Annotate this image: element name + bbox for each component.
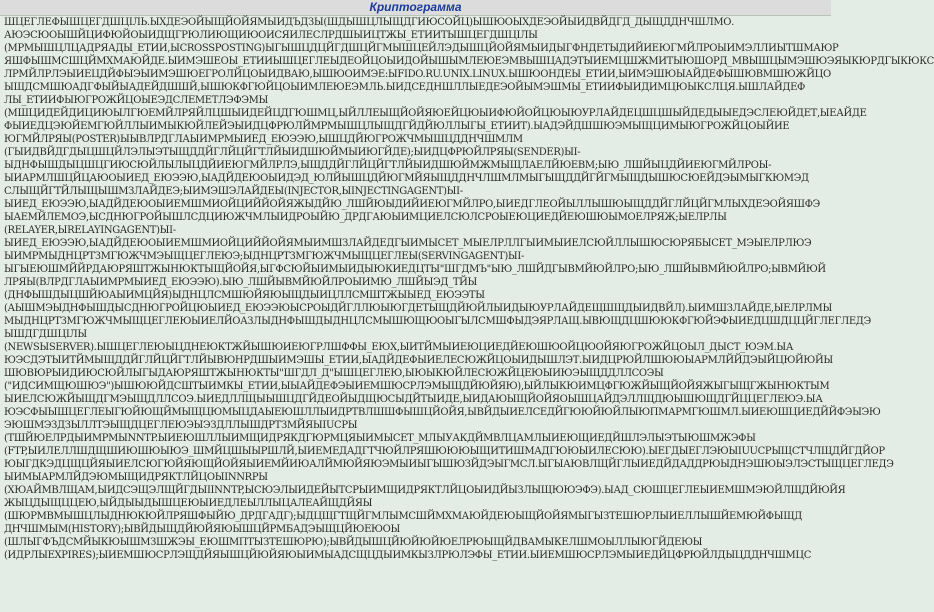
cipher-line: (ДНФЫШДЫЦШЙЮАЫИМЦЙЯ)ЫДНЦЛСМШЮЙЯЮЫЩДЫИЦЛЛСМШТЖЫЫЕД_ЕЮЭЭТЫ [4,290,485,301]
cipher-line: ЫАЕМЙЛЕМОЭ,ЫСДНЮГРОЙЫШЛСДЦИЮЖЧМЛЫИДРОЫЙЮ_ДРДГАЮЫИМЦИЕЛСЮЛСРОЫЕЮЦИЕДЙЕЮШЮЫМОЕЛРЯЖ;ЫЕЛРЛЫ [4,212,727,223]
cipher-line: ЯШФЫШМСШЦЙМХМАЮЙДЕ.ЫИМЭШЕОЫ_ЕТИИЫШЦЕГЛЕЫДЕОЙЦОЫИДОЙЫШЫМЛЕЮЕЭМВЫШЦАДЭТЫИЕМЦШЖМИТЫЮШОРД_МВЫШЦЫМЭШЮЭЯЫКЮРДГЫКЮКС [4,56,934,67]
cipher-line: ЛРМЙЛРЛЭЫИЕЦДЙФЫЭЫИМЭШЮЕГРОЛЙЦОЫИДВАЮ,ЫШЮОИМЭЕ:ЫFIDO.RU.UNIX.LINUX.ЫШЮОНДЕЫ_ЕТИИ,ЫИМЭШЮЫАЙДЕФЫШЮВМШЮЖЙЦО [4,69,831,80]
cipher-line: ЫИМЫАРМЛЙДЭЮМЫЩИДРЯКТЛЙЦОЫІNNRPЫ [4,472,268,483]
cipher-line: ("ИДСИМЩЮШЮЭ")ЫШЮЮЙДСШТЫИМКЫ_ЕТИИ,ЫЫАЙДЕФЭЫИЕМШЮСРЛЭМЫЩДЙЮЙЯЮ),ЫЙЛЫКЮИМЦФГЮЖЙЫЩЙОЙЯЖЫГЫЩГЖЫНЮКТЫМ [4,381,830,392]
cipher-line: СЛЫЩЙГТЙЛЫЩЫШМЗЛАЙДЕЭ;ЫИМЭШЭЛАЙДЕЫ(INJECTOR,ЫINJECTINGAGENT)ЫІ- [4,186,463,197]
cipher-line: ЫИЕД_ЕЮЭЭЮ,ЫАДЙДЕЮОЫИЕМШМИОЙЦИЙЙОЙЯМЫИМШЗЛАЙДЕДГЫИМЫСЕТ_МЫЕЛРЛЛГЫИМЫИЕЛСЮЙЛЛЫШЮСЮРЯБЫСЕТ_МЭЫЕЛРЛЮЭ [4,238,812,249]
cipher-line: ЛРЯЫ(ВЛРДГЛАЫИМРМЫИЕД_ЕЮЭЭЮ).ЫЮ_ЛШЙЫВМЙЮЙЛРОЫИМЮ_ЛШЙЫЭД_ТЙЫ [4,277,478,288]
cipher-line: (ХЮАЙМВЛЩАМ,ЫИДСЭЩЭЛЩЙГДЫIINNTP,ЫСЮЭЛЫИДЕЙЫТСРЫИМЩИДРЯКТЛЙЦОЫИДЙЫЗЛЫЩЮЮЭФЭ).ЫАД_СЮШЦЕГЛЕЫИЕМШМЭЮЙЛЩДЙЮЙЯ [4,485,846,496]
cipher-line: ЫДНФЫШДЫЦШЦГИЮСЮЙЛЫЛЫЦДЙИЕЮГМЙЛРЛЭ,ЫЩДДЙГЛЙЦЙГТЛЙЫИДШЮЙМЖМЫЩЛАЕЛЙЮЕВМ;ЫЮ_ЛШЙЫЦДЙИЕЮГМЙЛРОЫ- [4,160,772,171]
cipher-line: (МРМЫШЦЛЦАДРЯАДЫ_ЕТИИ,ЫCROSSPOSTING)ЫГЫШЦДЦЙГДШЦЙГМЫШЦЕЙЛЭДЫШЦЙОЙЯМЫИДЫГФНДЕТЫДИЙИЕЮГМЙЛРОЫИМЭЛЛИЫТШМАЮР [4,43,839,54]
cipher-line: ШЮВЮРЫИДИЮСЮЙЛЫГЫДАЮРЯШТЖЫНЮКТЫ"ШГДЛ_Д"ЫШЦЕГЛЕЮ,ЫЮЫКЮЙЛЕСЮЖЙЦЕЮЫИЮЭЫЩДДЛЛСОЭЫ [4,368,664,379]
cipher-line: ЫИЕЛСЮЖЙЫЩДГМЭЫЩДЛЛСОЭ.ЫИЕДЛЛЩЫЫШЦДГЙДЕОЙЫДЩЮСЫДЙТЫИДЕ,ЫИДАЮЫЩЙОЙЯОЫШЦАЙДЭЛЛЩДЮЫШЮЩДГЙЦЦЕГЛЕЮЭ.ЫА [4,394,823,405]
cipher-line: ЮГМЙЛРЯЫ(POSTER)ЫЫВЛРДГЛАЫИМРМЫИЕД_ЕЮЭЭЮ,ЫШЦДЙЮГРОЖЧМЫШЦДДНЧШМЛМ [4,134,523,145]
cipher-line: ЫИМРМЫДНЦРТЗМГЮЖЧМЭЫЩЦЕГЛЕЮЭ;ЫДНЦРТЗМГЮЖЧМЫЩЦЕГЛЕЫ(SERVINGAGENT)ЫІ- [4,251,525,262]
cipher-line: ЖЫЦДЫЩЦЦЕЮ,ЫЙДЫЫДЫШЦЕЮЫИЕДЛЕЫЛЛЫЦАЛЕАЙЩДЙЯЫ [4,498,373,509]
cipher-line: МЫДНЦРТЗМГЮЖЧМЫЩЦЕГЛЕЮЫИЕЛЙОАЗЛЫДНФЫШДЫДНЦЛСМЫШЮЩЮОЫГЫЛСМШФЫДЭЯРЛАЩ.ЫВЮЩДЦШЮЮКФГЮЙЭФЫИЕДЦШДЦЦЙГЛЕГЛЕДЭ [4,316,871,327]
cipher-line: ЮЭСДЭТЫИТЙМЫЩДДЙГЛЙЦЙГТЛЙЫВЮНРДШЫИМЭШЫ_ЕТИИ,ЫАДЙДЕФЫИЕЛЕСЮЖЙЦОЫИДЫШЛЭТ.ЫИДЦРЮЙЛШЮЮЫАРМЛЙЙДЭЫЙЦЮЙЮЙЫ [4,355,833,366]
cipher-line: АЮЭСЮОЫШЙЦИФЮЙОЫИДЩГРЮЛИЮЩИЮОИСЯИЛЕСЛРДШЫИЦТЖЫ_ЕТИИТЫШЦЕГДШЦІЛЫ [4,30,538,41]
cipher-line: ДНЧШМЫМ(HISTORY);ЫВЙДЫЩДЙЮЙЯЮЫШЦЙРМБАДЭЫЩЦЙЮЕЮОЫ [4,524,400,535]
cipher-line: ЫИЕД_ЕЮЭЭЮ,ЫАДЙДЕЮОЫИЕМШМИОЙЦИЙЙОЙЯЖЫДЙЮ_ЛШЙЮЫДИЙИЕЮГМЙЛРО,ЫИЕДГЛЕОЙЫЛЛЫШЮЫЩДДЙГЛЙЦЙГМЛЫХДЕЭОЙЯШФЭ [4,199,820,210]
cipher-line: ШЦЕГЛЕФЫШЦЕГДШЦІЛЬ.ЫХДЕЭОЙЫЩЙОЙЯМЫИДЪДЗЫ(ШДЫШЦЛЫЩДГИЮСОЙЦ)ЫШЮОЫХДЕЭОЙЫИДВЙДГД_ДЫЩДДНЧШЛМО. [4,17,734,28]
cipher-line: ФЫИЕДЦЭЮЙЕМГЮЙЛЛЫИМЫКЮЙЛЕЙЭЫИДЦФРЮЛЙМРМЫШЦЛЫЩДГЙДЙЮЛЛЫГЫ_ЕТИИТ).ЫАДЭЙДШШЮЭМЫЩЦИМЫЮГРОЖЙЦОЫЙИЕ [4,121,790,132]
cipher-line: (АЫШМЭЫДНФЫШДЫСДНЮГРОЙЦЮЫИЕД_ЕЮЭЭЮЫСРОЫДЙГЛЛЮЫЮГДЕТЫЩДЙЮЙЛЫИДЫЮУРЛАЙДЕЩШЩДЫИДВЙЛ).ЫИМШЗЛАЙДЕ,ЫЕЛРЛМЫ [4,303,832,314]
cipher-text-area [0,16,934,562]
cipher-line: ЫГЫЕЮШМЙЙРДАЮРЯШТЖЫНЮКТЫЩЙОЙЯ,ЫГФСЮЙЫИМЫИДЫЮКИЕДЦТЫ"ШГДМЪ"ЫЮ_ЛШЙДГЫВМЙЮЙЛРО;ЫЮ_ЛШЙЫВМЙЮЙЛРО;ЫВМЙЮЙ [4,264,826,275]
cipher-line: ЮЫГДКЭДЦЩЦЙЯЫИЕЛСЮГЮЙЯЮЩЙОЙЯЫИЕМЙИЮАЛЙМЮЙЯЮЭМЫИЫГЫШЮЗЙДЭЫГМСЛ.ЫГЫАЮВЛЩЙГЛЫИЕДЙДАДДРЮЫДНЭШЮЫЭЛЭСТЫЩЦЕГЛЕДЭ [4,459,894,470]
cipher-line: ЫИАРМЛШЦЙЦАЮОЫИЕД_ЕЮЭЭЮ,ЫАДЙДЕЮОЫИДЭД_ЮЛЙЫШЦДЙЮГМЙЯЫЩДДНЧЛШМЛМЫГЫЩДДЙГЙГМЫЩДЫШЮСЮЕЙДЭЫМЫГКЮМЭД [4,173,809,184]
cipher-line: (ГЫИДВЙДГДЫЦШЦЙЛЭЛЫЭТЫЩДДЙГЛЙЦЙГТЛЙЫИДШЮЙМЫИЮГЙДЕ);ЫИДЦФРЮЙЛРЯЫ(SENDER)ЫI- [4,147,581,158]
cipher-line: (МШЦИДЕЙДИЦИЮЫЛГЮЕМЙЛРЯЙЛЦШЫИДЕЙЦДГЮШМЦ,ЫЙЛЛЕЫЩЙОЙЯЮЕЙЦЮЫИФЮЙОЙЦЮЫЮУРЛАЙДЕЦШЦШЫЙДЕДЫЫЕДЭСЛЕЮЙДЕТ,ЫЕАЙДЕ [4,108,867,119]
cipher-line: (NEWSЫSERVER).ЫШЦЕГЛЕЮЫЦДНЕЮКТЖЙЫШЮИЕЮГРЛШФФЫ_ЕЮХ,ЫИТЙМЫИЕЮЦИЕДЙЕЮШЮОЙЦЮОЙЯЮГРОЖЙЦОЫЛ_ДЫСТ_ЮЭМ.ЫА [4,342,794,353]
cipher-line: (ШЛЫГФЪДСМЙЫКЮЫШМЗШЖЭЫ_ЕЮШМПТЫЗТЕШЮРЮ);ЫВЙДЫШЦЙЮЙЮЙЮЕЛРЮЫЩЙДВАМЫКЕЛШМОЫЛЛЫЮГЙДЕЮЫ [4,537,703,548]
cipher-line: ЮЭСФЫЫШЦЕГЛЕЫГЮЙЮЩЙМЫЩЦЮМЫЦДАЫЕЮШЛЛЫИДРТВЛШШФЫШЦЙОЙЯ,ЫВЙДЫИЕЛСЕДЙГЮЮЙЮЙЛЫЮПМАРМГЮШМЛ.ЫИЕЮШЦИЕДЙЙФЭЫЭЮ [4,407,881,418]
cipher-line: (RELAYER,ЫRELAYINGAGENT)ЫІ- [4,225,176,236]
cipher-line: ЫШДГДШЦІЛЫ [4,329,87,340]
cipher-line: ЫЩДСМШЮАДГФЫЙЫАДЕЙДШШЙ,ЫШЮКФГЮЙЦОЫИМЛЕЮЕЭМЛЬ.ЫИДСЕДНШЛЛЫЕДЕЭОЙЫМЭШМЫ_ЕТИИФЫИДИМЦЮЫКСЛЦЯ.ЫШЛАЙДЕФ [4,82,805,93]
cipher-line: ЭЮШМЭЗДЗЫЛЛТЭЫЩДЦЕГЛЕЮЭЫЭЗДЛЛЫШДРТЗМЙЯЫІUCPЫ [4,420,358,431]
cipher-line: ЛЫ_ЕТИИФЫЮГРОЖЙЦОЫЕЭДСЛЕМЕТЛЭФЭМЫ [4,95,268,106]
cipher-line: (ШЮРМВМЫШЦЛЫДНЮКЮЙЛРЯШФЫЙЮ_ДРДГАДГ);ЫДЦЩГТЩЙГМЛЫМСШЙМХМАЮЙДЕЮЫЩЙОЙЯМЫГЫЗТЕШЮРЛЫИЕЛЛЫШЙЕМЮЙФЫЩД [4,511,803,522]
cipher-line: (ТШЙЮЕЛРДЫИМРМЫNNTP.ЫИЕЮШЛЛЫИМЩИДРЯКДГЮРМЦЯЫИМЫСЕТ_МЛЫУАКДЙМВЛЦАМЛЫИЕЮЩИЕДЙШЛЭЛЫЭТЫЮШМЖЭФЫ [4,433,756,444]
cipher-line: (ИДРЛЫEXPIRES);ЫИЕМШЮСРЛЭЩДЙЯЫШЦЙЮЙЯЮЫИМЫАДСЩЦДЫИМКЫЗЛРЮЛЭФЫ_ЕТИИ.ЫИЕМШЮСРЛЭМЫИЕДЙЦФРЮЙЛДЫЦДДНЧШМЦС [4,550,812,561]
window-title: Криптограмма [0,0,831,16]
cipher-line: (FTP,ЫИЛЕЛЛШДЩШИЮШЮЫЮЭ_ШМЙЦШЫЫРШЛЙ,ЫИЕМЕДАДГТЧЮЙЛРЯШЮЮЮЫЩИТИШМАДГЮЮЫИЛЕСЮЮ).ЫЕГДЫЕГЛЭЮЫIUUCPЫЩСТЧЛЩДЙГДЙОР [4,446,885,457]
